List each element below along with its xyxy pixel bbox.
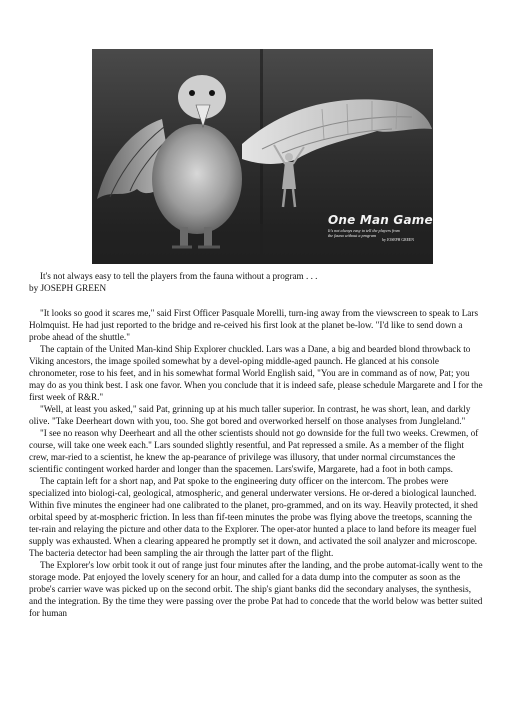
illustration-byline: by JOSEPH GREEN — [382, 238, 414, 242]
story-body — [29, 307, 485, 619]
story-illustration — [92, 49, 433, 264]
illustration-caption — [328, 213, 433, 243]
story-tagline: It's not always easy to tell the players from the fauna without a program . . . — [40, 271, 318, 281]
illustration-title: One Man Game — [328, 213, 433, 227]
story-paragraph: "It looks so good it scares me," said First Officer Pasquale Morelli, turn-ing away from the viewscreen to speak to Lars Holmquist. He had just reported to the bridge and re-ceived his first look at the planet be-low. "I'd like to send down a probe ahead of the shuttle." — [29, 308, 479, 342]
story-byline: by JOSEPH GREEN — [29, 283, 107, 293]
story-paragraph: "I see no reason why Deerheart and all the other scientists should not go downside for the full two weeks. Crewmen, of course, will take one week each." Lars sounded slightly resentful, and Pat repressed a smile. As a member of the flight crew, mar-ried to a scientist, he knew the ap-pearance of privilege was illusory, that under normal circumstances the scientific contingent worked harder and longer than the spacemen. Lars'swife, Margarete, had a foot in both camps. — [29, 428, 479, 474]
story-paragraph: The captain left for a short nap, and Pat spoke to the engineering duty officer on the intercom. The probes were specialized into biologi-cal, geological, atmospheric, and general underwater versions. He or-dered a biological launched. Within five minutes the engineer had one calibrated to the planet, pro-grammed, and on its way. Heavily protected, it shed orbital speed by at-mospheric friction. In less than fif-teen minutes the probe was flying above the treetops, scanning the ter-rain and relaying the picture and other data to the Explorer. The oper-ator hunted a place to land before its meager fuel supply was exhausted. When a clearing appeared he promptly set it down, and activated the soil analyzer and microscope. The bacteria detector had been sampling the air through the latter part of the flight. — [29, 476, 478, 558]
story-intro — [29, 270, 485, 294]
story-paragraph: The captain of the United Man-kind Ship Explorer chuckled. Lars was a Dane, a big and bearded blond throwback to Viking ancestors, the image spoiled somewhat by a devel-oping middle-aged paunch. He glanced at his console chronometer, rose to his feet, and in his somewhat formal World English said, "You are in command as of now, Pat; you may do as you think best. I ask one favor. When you conclude that it is indeed safe, please schedule Margarete and I for the first week of R&R." — [29, 344, 483, 402]
story-paragraph: "Well, at least you asked," said Pat, grinning up at his much taller superior. In contrast, he was short, lean, and darkly olive. "Take Deerheart down with you, too. She got bored and overworked herself on those analyses from Jungleland." — [29, 404, 471, 426]
illustration-subtitle: It's not always easy to tell the players from the fauna without a program — [328, 228, 400, 238]
story-paragraph: The Explorer's low orbit took it out of range just four minutes after the landing, and the probe automat-ically went to the storage mode. Pat enjoyed the lovely scenery for an hour, and called for a data dump into the computer as soon as the probe's carrier wave was picked up on the second orbit. The ship's giant banks did the secondary analyses, the synthesis, and the integration. By the time they were passing over the probe Pat had to concede that the world below was better suited for human — [29, 560, 483, 618]
